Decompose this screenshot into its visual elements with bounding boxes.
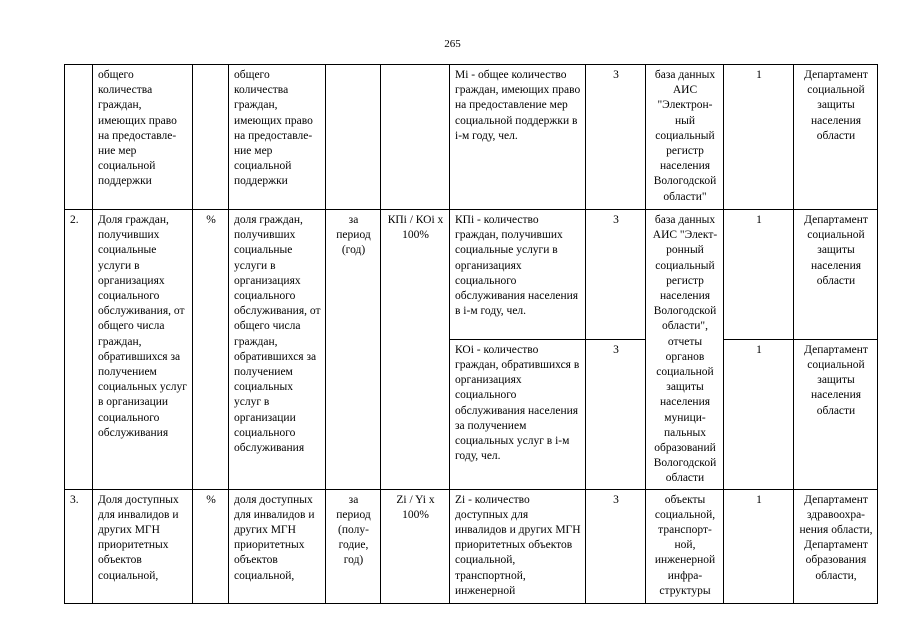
indicator-formula: Zi / Yi х 100%: [381, 489, 450, 603]
frequency: 1: [724, 339, 794, 489]
indicator-name: Доля доступных для инвалидов и других МГН приоритетных объектов социальной,: [93, 489, 193, 603]
component-description: Zi - количество доступных для инвалидов и других МГН приоритетных объектов социальной, транспортной, инженерной: [450, 489, 586, 603]
frequency: 1: [724, 65, 794, 210]
indicator-period: за период (год): [326, 210, 381, 490]
frequency: 1: [724, 489, 794, 603]
page-number: 265: [444, 38, 461, 50]
indicator-unit: [193, 65, 229, 210]
indicator-unit: %: [193, 489, 229, 603]
responsible-body: Департамент социальной защиты населения области: [794, 339, 878, 489]
table-row: [65, 210, 878, 340]
data-source: база данных АИС "Элект- ронный социальный регистр населения Вологодской области", отчеты органов социальной защиты населения муници- пальных образований Вологодской области: [646, 210, 724, 490]
table-row: [65, 65, 878, 210]
collection-method: 3: [586, 339, 646, 489]
indicator-unit: %: [193, 210, 229, 490]
indicator-table: [64, 64, 878, 604]
table-row: [65, 489, 878, 603]
indicator-period: [326, 65, 381, 210]
row-number: [65, 65, 93, 210]
component-description: КПi - количество граждан, получивших социальные услуги в организациях социального обслуживания населения в i-м году, чел.: [450, 210, 586, 340]
data-source: база данных АИС "Электрон- ный социальный регистр населения Вологодской области": [646, 65, 724, 210]
row-number: 3.: [65, 489, 93, 603]
indicator-definition: доля доступных для инвалидов и других МГН приоритетных объектов социальной,: [229, 489, 326, 603]
indicator-formula: [381, 65, 450, 210]
data-source: объекты социальной, транспорт- ной, инженерной инфра- структуры: [646, 489, 724, 603]
indicator-formula: КПi / КОi х 100%: [381, 210, 450, 490]
indicator-definition: доля граждан, получивших социальные услуги в организациях социального обслуживания, от общего числа граждан, обратившихся за получением социальных услуг в организации социального обслуживания: [229, 210, 326, 490]
collection-method: 3: [586, 489, 646, 603]
frequency: 1: [724, 210, 794, 340]
component-description: КОi - количество граждан, обратившихся в организациях социального обслуживания населения за получением социальных услуг в i-м году, чел.: [450, 339, 586, 489]
indicator-definition: общего количества граждан, имеющих право на предоставле- ние мер социальной поддержки: [229, 65, 326, 210]
indicator-period: за период (полу- годие, год): [326, 489, 381, 603]
collection-method: 3: [586, 210, 646, 340]
component-description: Mi - общее количество граждан, имеющих право на предоставление мер социальной поддержки в i-м году, чел.: [450, 65, 586, 210]
responsible-body: Департамент здравоохра- нения области, Департамент образования области,: [794, 489, 878, 603]
collection-method: 3: [586, 65, 646, 210]
indicator-name: общего количества граждан, имеющих право на предоставле- ние мер социальной поддержки: [93, 65, 193, 210]
indicator-name: Доля граждан, получивших социальные услуги в организациях социального обслуживания, от общего числа граждан, обратившихся за получением социальных услуг в организации социального обслуживания: [93, 210, 193, 490]
responsible-body: Департамент социальной защиты населения области: [794, 65, 878, 210]
row-number: 2.: [65, 210, 93, 490]
responsible-body: Департамент социальной защиты населения области: [794, 210, 878, 340]
